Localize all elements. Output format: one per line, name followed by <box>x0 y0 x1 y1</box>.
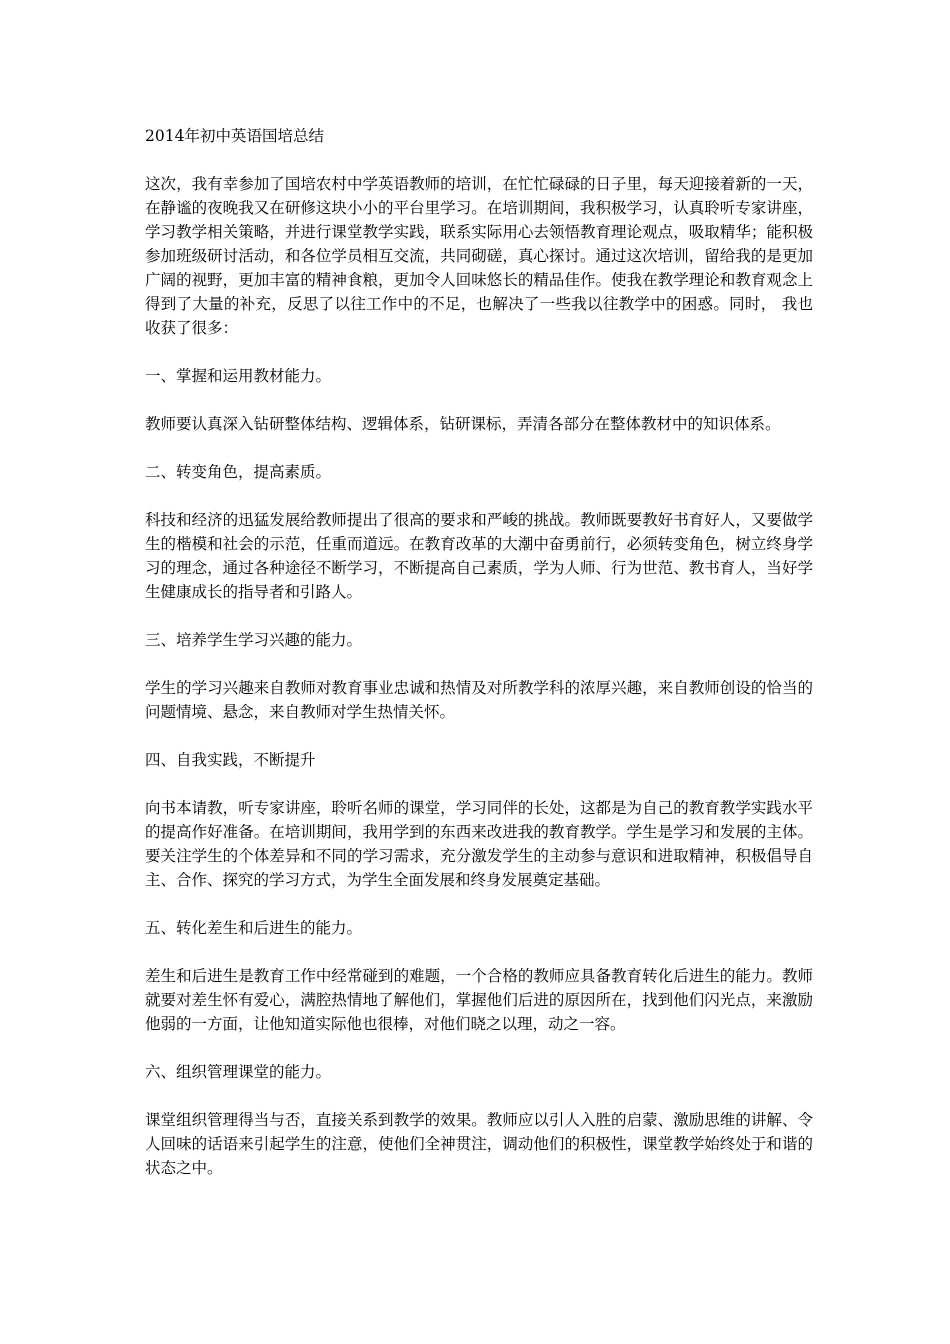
section-1-body: 教师要认真深入钻研整体结构、逻辑体系，钻研课标，弄清各部分在整体教材中的知识体系。 <box>145 415 781 433</box>
section-4-body: 向书本请教，听专家讲座，聆听名师的课堂，学习同伴的长处，这都是为自己的教育教学实践水平的提高作好准备。在培训期间，我用学到的东西来改进我的教育教学。学生是学习和发展的主体。要关注学生的个体差异和不同的学习需求，充分激发学生的主动参与意识和进取精神，积极倡导自主、合作、探究的学习方式，为学生全面发展和终身发展奠定基础。 <box>145 799 813 889</box>
section-2-body: 科技和经济的迅猛发展给教师提出了很高的要求和严峻的挑战。教师既要教好书育好人，又要做学生的楷模和社会的示范，任重而道远。在教育改革的大潮中奋勇前行，必须转变角色，树立终身学习的理念，通过各种途径不断学习，不断提高自己素质，学为人师、行为世范、教书育人，当好学生健康成长的指导者和引路人。 <box>145 511 813 601</box>
section-5-heading: 五、转化差生和后进生的能力。 <box>145 919 363 937</box>
document-page <box>145 124 813 1204</box>
section-3-body: 学生的学习兴趣来自教师对教育事业忠诚和热情及对所教学科的浓厚兴趣，来自教师创设的恰当的问题情境、悬念，来自教师对学生热情关怀。 <box>145 679 813 721</box>
document-title: 2014年初中英语国培总结 <box>145 127 324 145</box>
intro-paragraph: 这次，我有幸参加了国培农村中学英语教师的培训，在忙忙碌碌的日子里，每天迎接着新的一天，在静谧的夜晚我又在研修这块小小的平台里学习。在培训期间，我积极学习，认真聆听专家讲座，学习教学相关策略，并进行课堂教学实践，联系实际用心去领悟教育理论观点，吸取精华；能积极参加班级研讨活动，和各位学员相互交流，共同砌磋，真心探讨。通过这次培训，留给我的是更加广阔的视野，更加丰富的精神食粮，更加令人回味悠长的精品佳作。使我在教学理论和教育观念上得到了大量的补充，反思了以往工作中的不足，也解决了一些我以往教学中的困惑。同时， 我也收获了很多： <box>145 175 813 337</box>
section-1-heading: 一、掌握和运用教材能力。 <box>145 367 332 385</box>
section-5-body: 差生和后进生是教育工作中经常碰到的难题，一个合格的教师应具备教育转化后进生的能力。教师就要对差生怀有爱心，满腔热情地了解他们，掌握他们后进的原因所在，找到他们闪光点，来激励他弱的一方面，让他知道实际他也很棒，对他们晓之以理，动之一容。 <box>145 967 813 1033</box>
section-6-heading: 六、组织管理课堂的能力。 <box>145 1063 332 1081</box>
section-3-heading: 三、培养学生学习兴趣的能力。 <box>145 631 363 649</box>
section-2-heading: 二、转变角色，提高素质。 <box>145 463 332 481</box>
section-6-body: 课堂组织管理得当与否，直接关系到教学的效果。教师应以引人入胜的启蒙、激励思维的讲解、令人回味的话语来引起学生的注意，使他们全神贯注，调动他们的积极性，课堂教学始终处于和谐的状态之中。 <box>145 1111 813 1177</box>
section-4-heading: 四、自我实践，不断提升 <box>145 751 316 769</box>
